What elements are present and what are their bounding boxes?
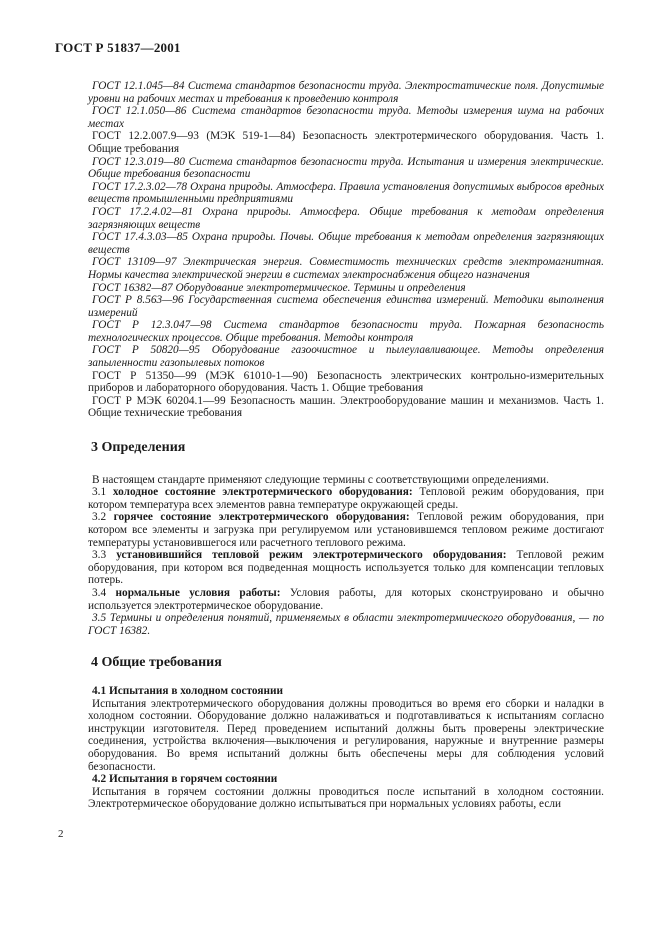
reference-item: ГОСТ 17.2.3.02—78 Охрана природы. Атмосфера. Правила установления допустимых выбросов вредных веществ промышленными предприятиями xyxy=(88,180,604,206)
definition-item xyxy=(88,549,604,587)
definition-note: 3.5 Термины и определения понятий, применяемых в области электротермического оборудования, — по ГОСТ 16382. xyxy=(88,612,604,637)
reference-item: ГОСТ 17.2.4.02—81 Охрана природы. Атмосфера. Общие требования к методам определения загрязняющих веществ xyxy=(88,205,604,231)
reference-item: ГОСТ 13109—97 Электрическая энергия. Совместимость технических средств электромагнитная. Нормы качества электрической энергии в системах электроснабжения общего назначения xyxy=(88,256,604,281)
reference-item: ГОСТ 16382—87 Оборудование электротермическое. Термины и определения xyxy=(92,281,466,294)
subsection-text: Испытания в горячем состоянии должны проводиться после испытаний в холодном состоянии. Электротермическое оборудование должно испытываться при нормальных условиях работы, если xyxy=(88,785,604,811)
definition-term: нормальные условия работы: xyxy=(115,586,281,599)
section-title-general-requirements: 4 Общие требования xyxy=(91,655,222,671)
reference-item: ГОСТ 12.3.019—80 Система стандартов безопасности труда. Испытания и измерения электрические. Общие требования безопасности xyxy=(88,155,604,181)
subsection-text: Испытания электротермического оборудования должны проводиться во время его сборки и наладки в холодном состоянии. Оборудование должно налаживаться и подготавливаться к испытаниям согласно инструкции изготовителя. Перед проведением испытаний должны быть проверены электрические соединения, устройства включения—выключения и регулирования, наружные и внутренние размеры оборудования. Во время испытаний должны быть обеспечены меры для соблюдения условий безопасности. xyxy=(88,697,604,773)
page-content xyxy=(88,80,604,811)
document-header: ГОСТ Р 51837—2001 xyxy=(55,40,181,55)
reference-item: ГОСТ Р 8.563—96 Государственная система обеспечения единства измерений. Методики выполнения измерений xyxy=(88,294,604,319)
definition-item xyxy=(88,511,604,549)
reference-item: ГОСТ Р 12.3.047—98 Система стандартов безопасности труда. Пожарная безопасность технологических процессов. Общие требования. Методы контроля xyxy=(88,319,604,344)
definition-number: 3.2 xyxy=(92,511,107,524)
definition-text: Тепловой режим оборудования, при котором все элементы и загрузка при регулируемом или установившемся тепловом режиме достигают температуры установившегося или расчетного теплового режима. xyxy=(88,511,605,549)
definition-text: Тепловой режим оборудования, при котором вся подведенная мощность используется только для компенсации тепловых потерь. xyxy=(88,549,605,587)
definition-term: горячее состояние электротермического оборудования: xyxy=(113,511,410,524)
section-title-definitions: 3 Определения xyxy=(91,440,186,456)
reference-item: ГОСТ 12.1.045—84 Система стандартов безопасности труда. Электростатические поля. Допустимые уровни на рабочих местах и требования к проведению контроля xyxy=(88,80,604,105)
definition-term: установившийся тепловой режим электротермического оборудования: xyxy=(116,549,507,562)
definition-text: Условия работы, для которых сконструировано и обычно используется электротермическое оборудование. xyxy=(88,586,604,612)
definitions-intro: В настоящем стандарте применяют следующие термины с соответствующими определениями. xyxy=(92,473,549,486)
definition-text: Тепловой режим оборудования, при котором температура всех элементов равна температуре окружающей среды. xyxy=(88,486,604,511)
definition-number: 3.4 xyxy=(92,586,107,599)
definition-item xyxy=(88,587,604,612)
reference-item: ГОСТ Р 51350—99 (МЭК 61010-1—90) Безопасность электрических контрольно-измерительных приборов и лабораторного оборудования. Часть 1. Общие требования xyxy=(88,369,604,395)
page-number: 2 xyxy=(58,828,64,840)
definition-term: холодное состояние электротермического оборудования: xyxy=(112,486,413,499)
subsection-title: 4.1 Испытания в холодном состоянии xyxy=(92,684,283,697)
reference-item: ГОСТ 17.4.3.03—85 Охрана природы. Почвы. Общие требования к методам определения загрязняющих веществ xyxy=(88,231,604,256)
subsection-title: 4.2 Испытания в горячем состоянии xyxy=(92,773,278,786)
definition-number: 3.3 xyxy=(92,549,107,562)
reference-item: ГОСТ Р 50820—95 Оборудование газоочистное и пылеулавливающее. Методы определения запыленности газопылевых потоков xyxy=(88,344,604,370)
reference-item: ГОСТ 12.2.007.9—93 (МЭК 519-1—84) Безопасность электротермического оборудования. Часть 1. Общие требования xyxy=(88,130,604,155)
definition-item xyxy=(88,486,604,511)
reference-item: ГОСТ 12.1.050—86 Система стандартов безопасности труда. Методы измерения шума на рабочих местах xyxy=(88,105,604,130)
definition-number: 3.1 xyxy=(92,486,107,499)
reference-item: ГОСТ Р МЭК 60204.1—99 Безопасность машин. Электрооборудование машин и механизмов. Часть 1. Общие технические требования xyxy=(88,394,604,420)
